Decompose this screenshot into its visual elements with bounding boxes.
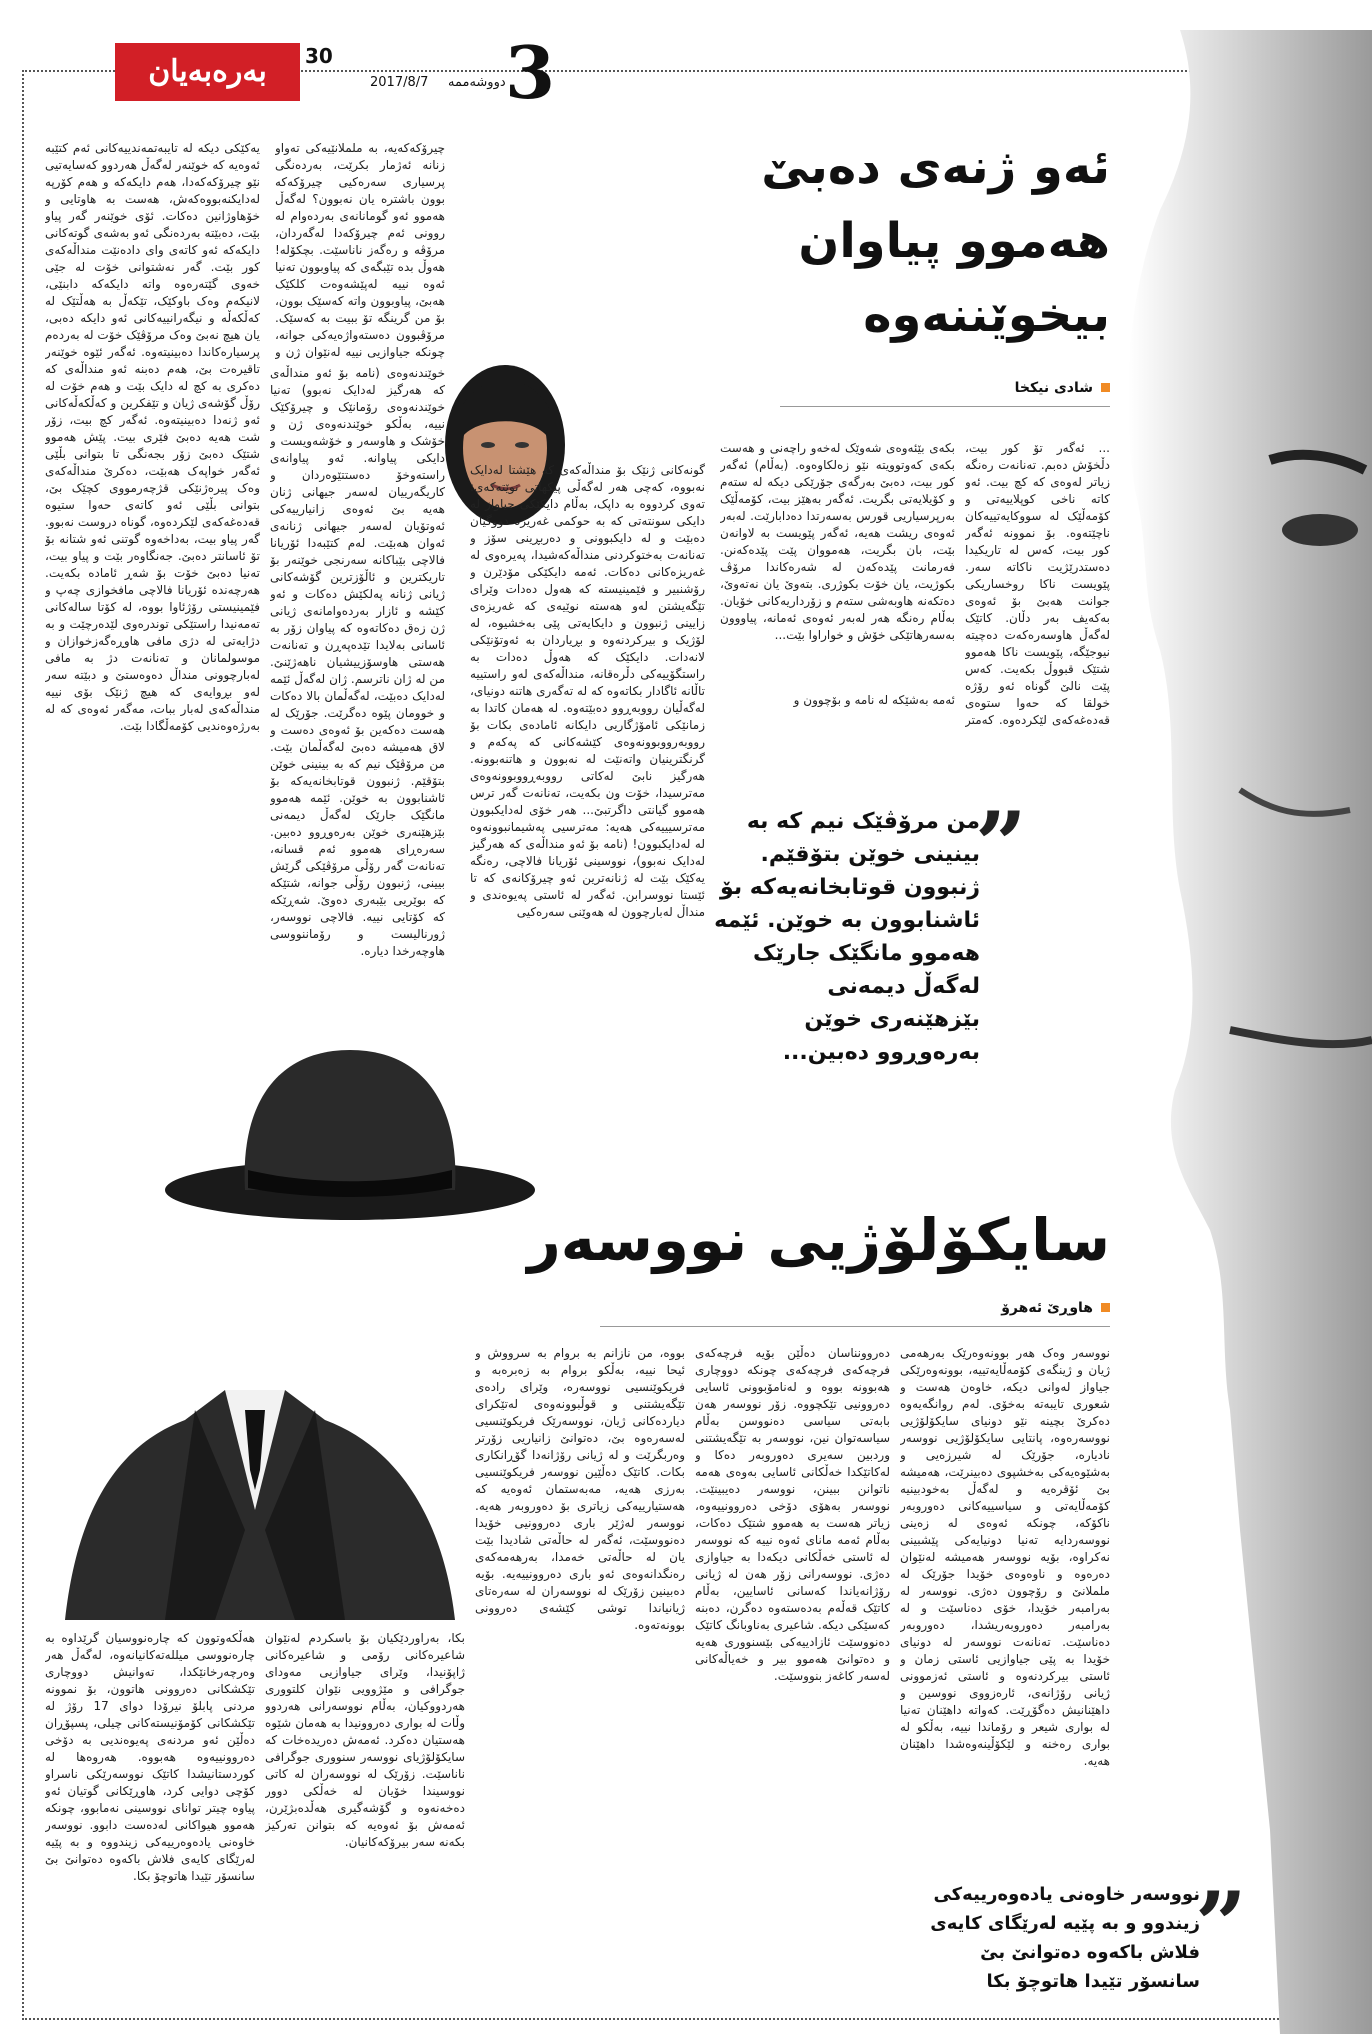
article1-column-4b: خوێندنەوەی (نامە بۆ ئەو منداڵەی کە هەرگیز لەدایک نەبوو) تەنیا خوێندنەوەی رۆمانێک و چیرۆکێک نییە، بەڵکو خوێندنەوەی ژن و خۆشک و هاوسەر و خۆشەویست و دایکی پیاوانە. ئەو پیاوانەی راستەوخۆ دەستتێوەردان و کاریگەرییان لەسەر جیهانی ژنان هەیە بێ ئەوەی زانیارییەکی ئەوتۆیان لەسەر جیهانی ژنانەی ئەوان هەبێت. لەم کتێبەدا ئۆریانا فالاچی بێباکانە سەرنجی خوێنەر بۆ تاریکترین و ئاڵۆزترین گۆشەکانی ژیانی ژنانە پەلکێش دەکات و ئەو کێشە و ئازار بەردەوامانەی ژیانی ژن زەق دەکاتەوە کە پیاوان زۆر بە ئاسانی بەلایدا تێدەپەڕن و تەنانەت هەستی هاوسۆزییشیان ناهەژێنێ. من لە ژان ناترسم. ژان لەگەڵ ئێمە لەدایک دەبێت، لەگەڵمان بالا دەکات و خوومان پێوە دەگرێت. جۆرێک لە هەست دەکەین بۆ ئەوەی دەست و لاق هەمیشە دەبێ لەگەڵمان بێت. من مرۆڤێک نیم کە بە بینینی خوێن بتۆقێم. ژنبوون قوتابخانەیەکە بۆ ئاشنابوون بە خوێن. ئێمە هەموو مانگێک جارێک لەگەڵ دیمەنی بێزهێنەری خوێن بەرەوڕوو دەبین. سەرەڕای هەموو ئەم قسانە، تەنانەت گەر رۆڵی مرۆڤێکی گرێش بیینی، ژنبوون رۆڵی جوانە، شتێکە کە بوێریی بێبەری دەوێ. شەڕێکە کە کۆتایی نییە. فالاچی نووسەر، ژورنالیست و رۆماننووسی هاوچەرخدا دیاره. (270, 366, 445, 958)
author-divider (600, 1326, 1110, 1327)
article1-author-name: شادی نیکخا (1014, 380, 1093, 396)
article1-column-4a: چیرۆکەکەیە، بە ململانێیەکی تەواو زنانە ئەژمار بکرێت، بەردەنگی پرسیاری سەرەکیی چیرۆکەکە بوون باشترە یان نەبوون؟ لەگەڵ هەموو ئەو گومانانەی بەردەوام لە روونی ئەم چیرۆکەدا لەگەردان، مرۆڤە و رەگەز ناناسێت. بچکۆلە! هەوڵ بدە تێبگەی کە پیاوبوون تەنیا ئەوە نییە لەپێشەوەت کلکێک هەبێ، پیاوبوون واتە کەسێک بوون، بۆ من گرینگە تۆ ببیت بە کەسێک. مرۆڤبوون دەستەواژەیەکی جوانە، چونکە جیاوازیی نییە لەنێوان ژن و (275, 141, 445, 359)
pull-quote-2: نووسەر خاوەنی یادەوەرییەکی زیندوو و بە پێیە لەرێگای کایەی فلاش باکەوە دەتوانێ بێ سانسۆر تێیدا هاتوچۆ بکا (930, 1884, 1200, 1992)
author-divider (780, 406, 1110, 407)
article1-column-3: گونەکانی ژنێک بۆ منداڵەکەی کە هێشتا لەدایک نەبووە، کەچی هەر لەگەڵی پێکهاتی نوێتەکەی: تەوی کردووە بە داپک، بەڵام دایکێکی جیاواز لە دایکی سونتەتی کە بە حوکمی غەریزە دووگیان دەبێت و لە دایکبوونی و دەربڕینی سۆز و تەنانەت بەختوکردنی منداڵەکەشیدا، پەیرەوی لە غەریزەکانی دەکات. ئەمە دایکێکی مۆدێرن و رۆشنبیر و فێمینیستە کە هەول دەدات وێرای تێگەیشتن لەو هەستە نوێیەی کە غەریزەی زایینی ژنبوون و دایکایەتی پێی بەخشیوە، لە لۆژیک و بیرکردنەوە و بڕیاردان بە ئەوتۆنێکی لانەدات. دایکێک کە هەوڵ دەدات بە راستگۆییەکی دڵرەقانە، منداڵەکەی لەو راستییە تاڵانە ئاگادار بکاتەوە کە لە تەگەری هاتنە دونیای، لەگەڵیان رووبەڕوو دەبێتەوە. لە هەمان کاتدا بە زمانێکی ئامۆژگاریی دایکانە ئامادەی بکات بۆ رووبەرووبوونەوەی کێشەکانی کە پەکەم و گرنگترینیان واتەنێت لە نەبوون و هاتنەبوونە. هەرگیز نابێ لەکاتی رووبەڕووبوونەوەی مەترسیدا، خۆت ون بکەیت، تەنانەت گەر ترس هەموو گیانتی داگرتبێ... هەر خۆی لەدایکبوون مەترسیییەکی هەیە: مەترسیی پەشیمانبوونەوە لە لەدایکبوون! (نامە بۆ ئەو منداڵەی کە هەرگیز لەدایک نەبوو)، نووسینی ئۆریانا فالاچی، رەنگە یەکێک بێت لە ژنانەترین ئەو چیرۆکانەی کە تا ئێستا نووسرابن. ئەگەر لە ئاستی پەیوەندی و منداڵ لەبارچوون لە هەوێنی سەرەکیی (470, 463, 705, 919)
page-number: 30 (305, 44, 333, 68)
article1-title-line2: هەموو پیاوان (798, 213, 1110, 269)
article1-title-line3: بیخوێننەوە (863, 287, 1110, 343)
section-glyph: 3 (505, 30, 556, 115)
article2-author (600, 1300, 1110, 1316)
article2-title: سایکۆلۆژیی نووسەر (527, 1206, 1110, 1274)
article1-column-5: یەکێکی دیکە لە تایبەتمەندییەکانی ئەم کتێبە ئەوەیە کە خوێنەر لەگەڵ هەردوو کەسایەتیی نێو چیرۆکەکەدا، هەم دایکەکە و هەم کۆرپە لەدایکنەبووەکەش، هەست بە هاوتایی و خۆهاوژانین دەکات. ئۆی خوێنەر گەر پیاو بێت، دەبێتە بەردەنگی ئەو بەشەی گوتەکانی دایکەکە ئەو کاتەی وای دادەنێت منداڵەکەی کور بێت. گەر نەشتوانی خۆت لە جێی خەوی گێتەرەوە واتە دایکەکە دابنێی، لانیکەم وەک باوکێک، تێکەڵ بە هەڵتێک لە کەڵکەڵە و نیگەرانییەکانی ئەو دایکە دەبی، یان هیچ نەبێ وەک مرۆڤێک خۆت لە بەردەم پرسیارەکاندا دەبینیتەوە. ئەگەر ئێوە خوێنەر تاقیرەت بێ، هەم دەبنە ئەو منداڵەی کە دەکری بە کچ لە دایک بێت و هەم خۆت لە رۆڵ گۆشەی ژیان و تێفکرین و کەڵکەڵەکانی ئەو ژنەدا دەبینیتەوە. ئەگەر کچ بیت، زۆر شت هەیە دەبێ فێری بیت. پێش هەموو شتێک دەبێ زۆر بجەنگی تا بتوانی بڵێی ئەگەر خواپەک هەبێت، دەکرێ منداڵەکەی وەک پیرەژنێکی قژچەرمووی کچێک بێ، بتوانی بڵێی ئەو کاتەی حەوا ستیوە قەدەغەکەی لێکردەوە، گوناه دروست نەبوو. گەر پیاو بیت، بەداخەوە گوتنی ئەو شتانە بۆ تۆ ئاسانتر دەبێ. جەنگاوەر بێت و پیاو بیت، تەنیا دەبێ خۆت بۆ شەڕ ئامادە بکەیت. هەرچەندە ئۆریانا فالاچی مافخوازی چەپ و فێمینیستی رۆژئاوا بووە، لە کۆتا سالەکانی تەمەنیدا راستێکی توندرەوی لێدەرچێت و بە دژایەتی لە دژی مافی هاوڕەگەزخوازان و موسولمانان و تەنانەت دژ بە مافی لەبارچوونی منداڵ دەوەستێ و دبێتە سەر لەو بڕوایەی کە هیچ ژنێک بۆی نییە منداڵەکەی لەبار ببات، مەگەر ئەوەی کە لە بەرژەوەندیی کۆمەڵگادا بێت. (45, 141, 260, 733)
bowler-hat-image (160, 1040, 540, 1225)
article2-column-3: بووە، من نازانم بە بروام بە سرووش و ئیحا نییە، بەڵکو بروام بە زەبرەبە و فریکوێنسیی نووسەرە، وێرای رادەی تێگەیشتنی و قوڵبوونەوەی لەتێکرای دیاردەکانی ژیان، نووسەرێک فریکوێنسیی لەسەرەوە بێ، دەتوانێ زانیاریی زۆرتر وەربگرێت و لە ژیانی رۆژانەدا گۆڕانکاری بکات. کاتێک دەڵێین نووسەر فریکوێنسیی بەرزی هەیە، مەبەستمان ئەوەیە کە هەستیارییەکی زیاتری بۆ دەوروبەر هەیە. نووسەر لەژێر باری دەروونیی خۆیدا دەنووسێت، ئەگەر لە حاڵەتی شادیدا بێت یان لە حاڵەتی خەمدا، بەرهەمەکەی رەنگدانەوەی ئەو باری دەروونییەیە. بۆیە دەبینین زۆرێک لە نووسەران لە سەرەتای ژیانیاندا توشی کێشەی دەروونی بوونەتەوە. (475, 1346, 685, 1632)
article1-title (700, 130, 1110, 352)
issue-weekday: دووشەممە (448, 75, 506, 90)
article1-title-line1: ئەو ژنەی دەبێ (761, 139, 1110, 195)
article1-column-2: بکەی بێئەوەی شەوێک لەخەو راچەنی و هەست بکەی کەوتوویتە نێو زەلکاوەوە. (بەڵام) ئەگەر کور بیت، دەبێ بەرگەی جۆرێکی دیکە لە ستەم و کۆیلایەتی بگریت. ئەگەر بەهێز بیت، کۆمەڵێک بەرپرسیاریی قورس بەسەرتدا دەدابارێت. لەبەر ئەوەی ریشت هەیە، ئەگەر پێویست بە لاوانەن بێت، بان بگریت، هەمووان پێت پێدەکەنن. فەرمانت پێدەکەن لە شەرەکاندا مرۆڤ بکوژیت، یان خۆت بکوژری. بتەوێ یان نەتەوێ، دەتکەنە هاوبەشی ستەم و زۆرداریەکانی خۆیان. بەڵام رەنگە هەر لەبەر ئەوەی ئەمانە، پیاووون بەسەرهاتێکی خۆش و خواراوا بێت... (720, 441, 955, 642)
article1-author (800, 380, 1110, 396)
article2-column-4: بکا، بەراوردێکیان بۆ باسکردم لەنێوان شاعیرەکانی رۆمی و شاعیرەکانی ژاپۆنیدا، وێرای جیاوازیی مەودای جوگرافی و مێژوویی نێوان کلتووری هەردووکیان، بەڵام نووسەرانی هەردوو وڵات لە بواری دەروونیدا بە هەمان شێوە هەستیان دەکرد. ئەمەش دەریدەخات کە سایکۆلۆژیای نووسەر سنووری جوگرافی ناناسێت. زۆرێک لە نووسەران لە کاتی نووسیندا خۆیان لە خەڵکی دوور دەخەنەوە و گۆشەگیری هەڵدەبژێرن، ئەمەش بۆ ئەوەیە کە بتوانن تەرکیز بکەنە سەر بیرۆکەکانیان. (265, 1631, 465, 1849)
article1-column-2-end: ئەمە بەشێکە لە نامە و بۆچوون و (793, 693, 955, 707)
headless-suit-image (45, 1330, 465, 1620)
author-marker-icon (1101, 383, 1110, 392)
article2-column-5: هەڵکەوتوون کە چارەنووسیان گرێداوە بە چارەنووسی میللەتەکانیانەوە، لەگەڵ هەر وەرچەرخانێکدا، تەوانیش دووچاری تێکشکانی دەروونی هاتوون، بۆ نموونە مردنی پابلۆ نیرۆدا دوای 17 رۆژ لە تێکشکانی کۆمۆنیستەکانی چیلی، پسپۆڕان دەڵێن ئەو مردنەی پەیوەندیی بە دۆخی دەروونییەوە هەبووە. هەروەها لە کوردستانیشدا کاتێک نووسەرێکی ناسراو کۆچی دوایی کرد، هاوڕێکانی گوتیان ئەو پیاوە چیتر توانای نووسینی نەمابوو، چونکە هەموو هیواکانی لەدەست دابوو. نووسەر خاوەنی یادەوەرییەکی زیندووە و بە پێیە لەرێگای کایەی فلاش باکەوە دەتوانێ بێ سانسۆر تێیدا هاتوچۆ بکا. (45, 1631, 255, 1883)
article1-column-1: ... ئەگەر تۆ کور بیت، دڵخۆش دەبم. تەنانەت رەنگە زیاتر لەوەی کە کچ بیت. ئەو کاتە ناخی کوپلاییەتی و کۆمەڵێک لە سووکایەتییەکان ناچێتەوە. بۆ نموونە ئەگەر کور بیت، کەس لە تاریکیدا دەستدرێژیت ناکاتە سەر. پێویست ناکا روخساریکی جوانت هەبێ بۆ ئەوەی بەکەیف بەر دڵان. کاتێک لەگەڵ هاوسەرەکەت دەچیتە نیوجێگە، پێویست ناکا هەموو شتێک قبووڵ بکەیت. کەس پێت نالێ گوناه ئەو رۆژە خولقا کە حەوا ستوەی قەدەغەکەی لێکردەوە. کەمتر (965, 441, 1110, 727)
pull-quote-1: من مرۆڤێک نیم کە بە بینینی خوێن بتۆقێم. ژنبوون قوتابخانەیەکە بۆ ئاشنابوون بە خوێن. ئێمە هەموو مانگێک جارێک لەگەڵ دیمەنی بێزهێنەری خوێن بەرەوڕوو دەبین... (714, 809, 980, 1065)
article2-column-2: دەروونناسان دەڵێن بۆیە فرچەکەی فرچەکەی فرچەکەی چونکە دووچاری هەبوونە بووە و لەنامۆبوونی ئاسایی دەروونیی تێکچووە. زۆر نووسەر هەن بابەتی سیاسی دەنووسن بەڵام سیاسەتوان نین، نووسەر بە تێگەیشتنی وردبین سەیری دەوروبەر دەکا و لەکاتێکدا خەڵکانی ئاسایی بەوەی هەمە ناتوانن ببینن، نووسەر دەیبینێت. نووسەر بەهۆی دۆخی دەروونییەوە، زیاتر هەست بە هەموو شتێک دەکات، بەڵام ئەمە مانای ئەوە نییە کە نووسەر لە ئاستی خەڵکانی دیکەدا بە جیاوازی دەژی. نووسەرانی زۆر هەن لە ژیانی رۆژانەیاندا کەسانی ئاسایین، بەڵام کاتێک قەڵەم بەدەستەوە دەگرن، دەبنە کەسێکی دیکە. شاعیری بەناوبانگ کاتێک دەنووسێت ئازادییەکی بێسنووری هەیە و دەتوانێ هەموو بیر و خەیاڵەکانی لەسەر کاغەز بنووسێت. (695, 1346, 890, 1683)
article2-column-1: نووسەر وەک هەر بوونەوەرێک بەرهەمی ژیان و ژینگەی کۆمەڵایەتییە، بوونەوەرێکی جیاواز لەوانی دیکە، خاوەن هەست و شعوری تایبەتە بەخۆی. لەم روانگەیەوە دەکرێ بچینە نێو دونیای سایکۆلۆژیی نووسەرەوە، پانتایی سایکۆلۆژیی نووسەر نادیارە، جۆرێک لە شیرزەیی و بەشێوەیەکی بەخشپوی دەبینرێت، هەمیشە بێ ئۆقرەیە و لەگەڵ بەخودبینیە کۆمەڵایەتی و سیاسییەکانی دەوروبەر ناکۆکە، چونکە ئەوەی لە زەینی نووسەردایە تەنیا دونیایەکی پێشبینی نەکراوە، بۆیە نووسەر هەمیشە لەنێوان دەرەوە و ناوەوەی خۆیدا جۆرێک لە ململانێ و رۆچوون دەژی. نووسەر لە بەرامبەر خۆیدا، خۆی دەناسێت و لە بەرامبەر دەوروبەریشدا، دەوروبەر دەناسێت. تەنانەت نووسەر لە دونیای خۆیدا بە پێی جیاوازیی ئاستی زمان و ئاستی بیرکردنەوە و ئاستی ئەزموونی ژیانی رۆژانەی، ئارەزووی نووسین و داهێنانیش دەگۆڕێت. کەواتە داهێنان تەنیا لە بواری شیعر و رۆماندا نییە، بەڵکو لە بواری رەخنە و لێکۆڵینەوەشدا داهێنان هەیە. (900, 1346, 1110, 1768)
quote-mark-icon: ” (1195, 1872, 1247, 1978)
newspaper-logo: بەرەبەیان (115, 43, 300, 101)
author-marker-icon (1101, 1303, 1110, 1312)
quote-mark-icon: ” (975, 792, 1027, 898)
article2-author-name: هاوڕێ ئەهرۆ (1001, 1300, 1093, 1316)
issue-date: 2017/8/7 (370, 75, 429, 90)
portrait-illustration (1120, 30, 1372, 2034)
